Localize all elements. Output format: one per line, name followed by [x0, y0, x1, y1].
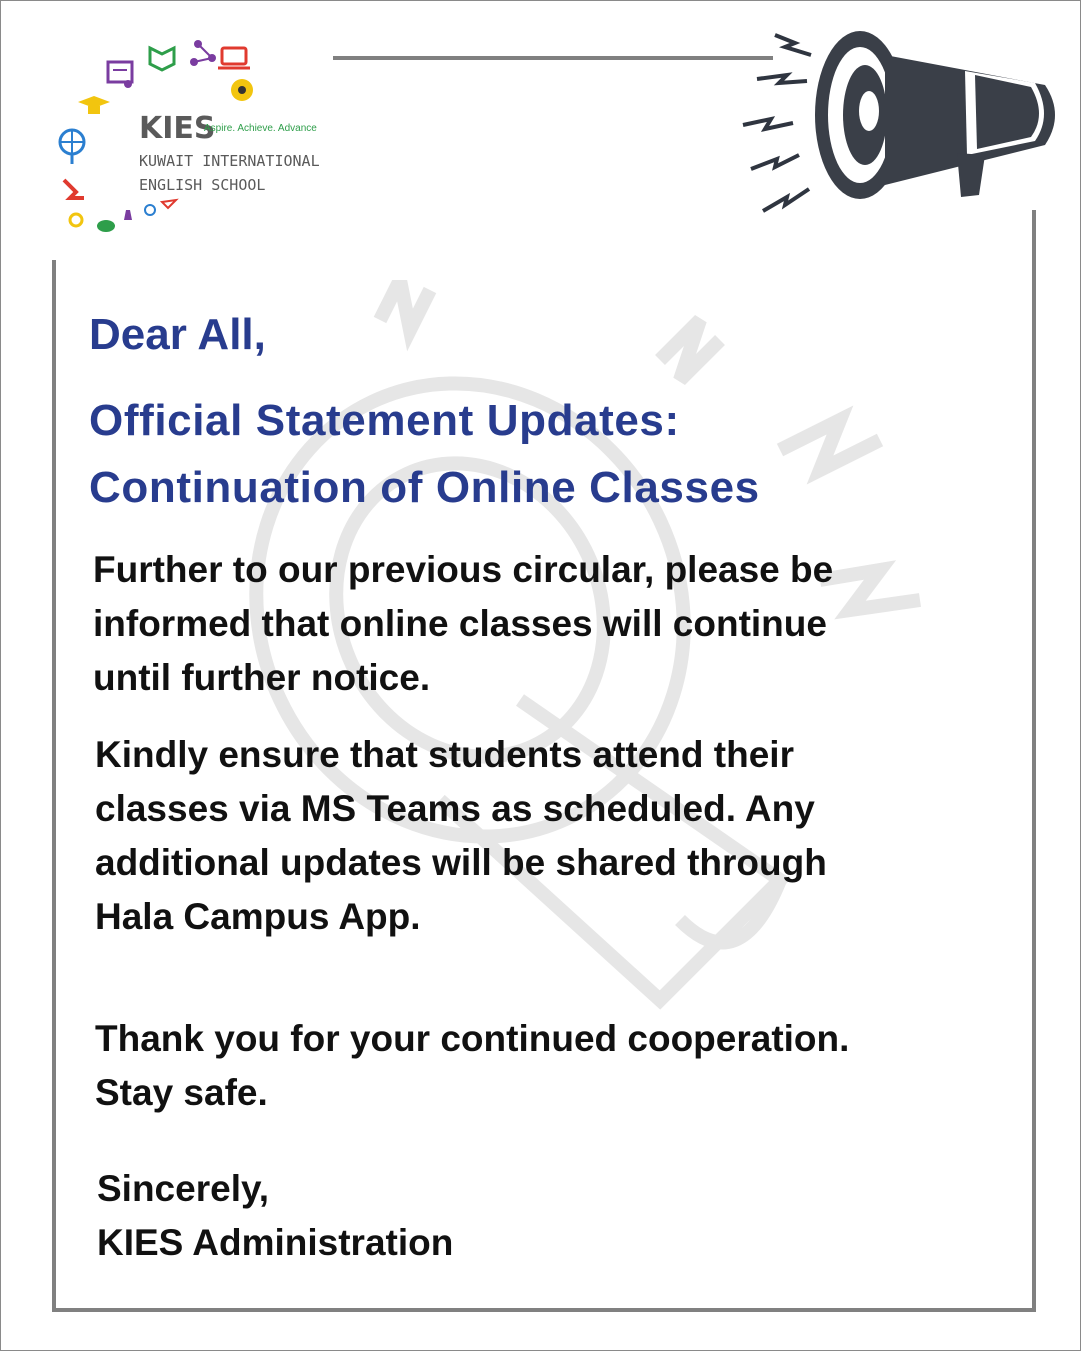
headline-line-1: Official Statement Updates:	[89, 396, 680, 445]
paragraph-3	[95, 1012, 1055, 1120]
logo-line-2: ENGLISH SCHOOL	[139, 176, 266, 194]
headline-line-2: Continuation of Online Classes	[89, 463, 760, 512]
frame-left-line	[52, 260, 56, 1312]
paragraph-2-line-2: classes via MS Teams as scheduled. Any	[95, 788, 815, 829]
logo-line-1: KUWAIT INTERNATIONAL	[139, 152, 320, 170]
signoff-closing: Sincerely,	[97, 1168, 270, 1209]
paragraph-2-line-4: Hala Campus App.	[95, 896, 421, 937]
frame-top-line	[333, 56, 773, 60]
greeting: Dear All,	[89, 310, 266, 359]
paragraph-1-line-2: informed that online classes will continue	[93, 603, 827, 644]
megaphone-icon	[735, 25, 1065, 215]
logo-tagline: Aspire. Achieve. Advance	[204, 123, 317, 134]
paragraph-3-line-2: Stay safe.	[95, 1072, 268, 1113]
paragraph-2	[95, 728, 1055, 944]
paragraph-3-line-1: Thank you for your continued cooperation.	[95, 1018, 850, 1059]
school-logo	[50, 30, 340, 255]
paragraph-1-line-3: until further notice.	[93, 657, 431, 698]
signoff-name: KIES Administration	[97, 1222, 454, 1263]
paragraph-1-line-1: Further to our previous circular, please be	[93, 549, 834, 590]
paragraph-2-line-1: Kindly ensure that students attend their	[95, 734, 794, 775]
frame-bottom-line	[52, 1308, 1036, 1312]
paragraph-1	[93, 543, 1053, 705]
signoff	[97, 1162, 1057, 1270]
logo-name: KIES	[139, 111, 216, 146]
paragraph-2-line-3: additional updates will be shared through	[95, 842, 827, 883]
